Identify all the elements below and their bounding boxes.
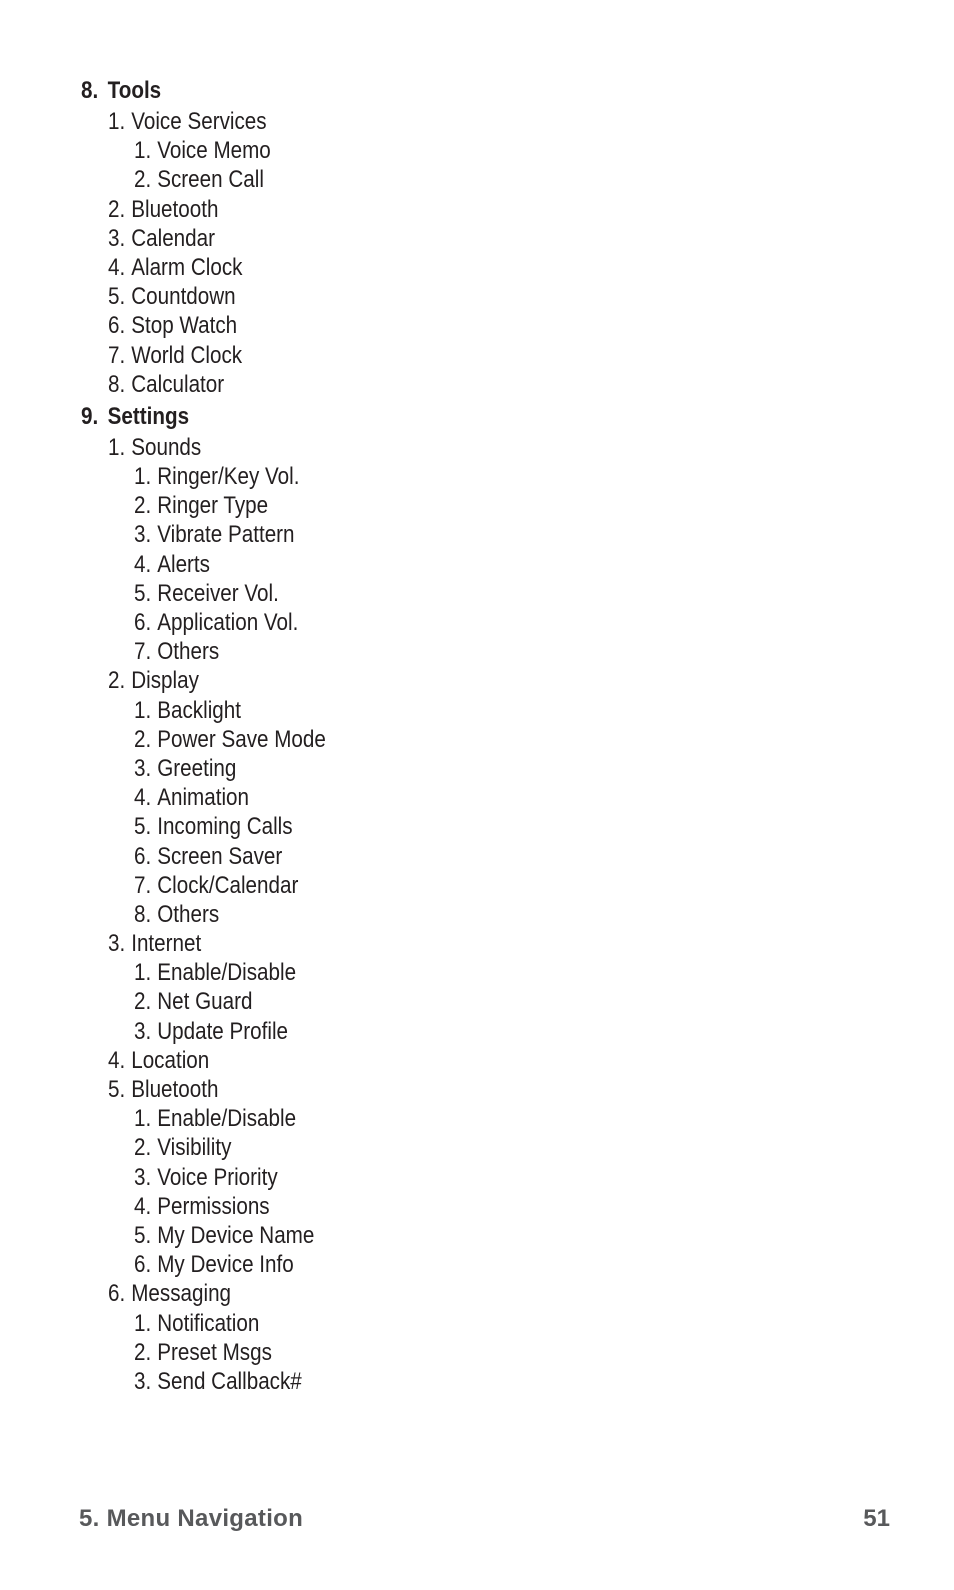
item-number: 2. — [134, 492, 152, 520]
item-label: Settings — [107, 402, 190, 430]
item-number: 2. — [134, 1134, 152, 1162]
submenu-item — [81, 696, 881, 725]
item-number: 5. — [134, 579, 152, 607]
item-number: 1. — [134, 696, 152, 724]
item-number: 2. — [134, 1338, 152, 1366]
item-label: Calculator — [131, 370, 225, 398]
item-number: 4. — [134, 550, 152, 578]
page-number: 51 — [863, 1505, 890, 1532]
item-label: Receiver Vol. — [157, 579, 279, 607]
menu-item — [81, 282, 881, 311]
item-number: 5. — [108, 283, 126, 311]
item-number: 3. — [134, 521, 152, 549]
submenu-item — [81, 491, 881, 520]
item-label: Voice Services — [131, 108, 267, 135]
submenu-item — [81, 958, 881, 987]
item-number: 3. — [134, 1017, 152, 1045]
item-number: 3. — [108, 224, 126, 252]
item-number: 8. — [134, 900, 152, 928]
item-number: 2. — [134, 725, 152, 753]
item-label: Enable/Disable — [157, 1105, 297, 1133]
submenu-item — [81, 462, 881, 491]
item-label: Power Save Mode — [157, 725, 326, 753]
item-number: 4. — [108, 1046, 126, 1074]
item-number: 2. — [108, 195, 126, 223]
item-label: Greeting — [157, 754, 237, 782]
menu-item — [81, 195, 881, 224]
item-number: 6. — [108, 312, 126, 340]
footer-section-title: 5. Menu Navigation — [79, 1505, 304, 1532]
item-label: Sounds — [131, 433, 202, 461]
item-label: Incoming Calls — [157, 813, 293, 841]
menu-item — [81, 253, 881, 282]
item-label: World Clock — [131, 341, 243, 369]
item-number: 3. — [134, 1163, 152, 1191]
submenu-item — [81, 550, 881, 579]
menu-item — [81, 929, 881, 958]
submenu-item — [81, 842, 881, 871]
item-number: 7. — [134, 638, 152, 666]
submenu-item — [81, 637, 881, 666]
submenu-item — [81, 1367, 881, 1396]
item-number: 1. — [134, 1309, 152, 1337]
item-number: 4. — [108, 253, 126, 281]
submenu-item — [81, 1338, 881, 1367]
submenu-item — [81, 871, 881, 900]
item-label: My Device Name — [157, 1221, 315, 1249]
item-number: 3. — [108, 930, 126, 958]
menu-section — [81, 75, 769, 107]
submenu-item — [81, 136, 881, 165]
item-label: Screen Saver — [157, 842, 283, 870]
item-number: 6. — [134, 1251, 152, 1279]
item-label: Permissions — [157, 1192, 270, 1220]
item-label: Clock/Calendar — [157, 871, 299, 899]
item-number: 2. — [134, 988, 152, 1016]
item-number: 6. — [134, 609, 152, 636]
item-number: 8. — [81, 77, 99, 104]
item-label: Enable/Disable — [157, 959, 297, 987]
menu-tree — [81, 75, 881, 1396]
item-label: Notification — [157, 1309, 260, 1337]
item-label: Others — [157, 638, 220, 666]
submenu-item — [81, 579, 881, 608]
submenu-item — [81, 1192, 881, 1221]
item-number: 5. — [108, 1076, 126, 1103]
item-label: Send Callback# — [157, 1367, 302, 1395]
submenu-item — [81, 608, 881, 637]
item-label: Preset Msgs — [157, 1338, 272, 1366]
item-label: Alerts — [157, 550, 210, 578]
menu-section — [81, 401, 769, 433]
menu-item — [81, 1075, 881, 1104]
submenu-item — [81, 812, 881, 841]
item-number: 2. — [108, 667, 126, 695]
item-number: 3. — [134, 754, 152, 782]
item-number: 1. — [134, 959, 152, 987]
item-label: Vibrate Pattern — [157, 521, 295, 549]
submenu-item — [81, 783, 881, 812]
submenu-item — [81, 1250, 881, 1279]
menu-item — [81, 224, 881, 253]
item-label: Bluetooth — [131, 1076, 219, 1103]
submenu-item — [81, 165, 881, 194]
item-label: Alarm Clock — [131, 253, 243, 281]
item-number: 3. — [134, 1367, 152, 1395]
menu-item — [81, 341, 881, 370]
item-number: 8. — [108, 370, 126, 398]
submenu-item — [81, 1221, 881, 1250]
item-number: 1. — [134, 1105, 152, 1133]
submenu-item — [81, 725, 881, 754]
item-label: Voice Memo — [157, 137, 271, 165]
menu-item — [81, 433, 881, 462]
item-number: 4. — [134, 784, 152, 812]
item-number: 6. — [134, 842, 152, 870]
menu-item — [81, 107, 881, 136]
submenu-item — [81, 1017, 881, 1046]
item-number: 7. — [134, 871, 152, 899]
submenu-item — [81, 1133, 881, 1162]
item-label: Voice Priority — [157, 1163, 278, 1191]
item-label: Messaging — [131, 1280, 232, 1308]
item-number: 6. — [108, 1280, 126, 1308]
item-number: 1. — [134, 137, 152, 165]
submenu-item — [81, 1163, 881, 1192]
submenu-item — [81, 754, 881, 783]
item-label: Ringer Type — [157, 492, 269, 520]
page-footer — [79, 1502, 890, 1536]
item-number: 1. — [108, 433, 126, 461]
item-number: 9. — [81, 402, 99, 430]
item-number: 1. — [134, 463, 152, 491]
item-number: 7. — [108, 341, 126, 369]
item-label: Countdown — [131, 283, 236, 311]
submenu-item — [81, 1104, 881, 1133]
item-label: My Device Info — [157, 1251, 294, 1279]
item-label: Tools — [107, 77, 162, 104]
menu-item — [81, 1046, 881, 1075]
menu-item — [81, 666, 881, 695]
item-label: Bluetooth — [131, 195, 219, 223]
item-label: Display — [131, 667, 199, 695]
menu-item — [81, 311, 881, 340]
item-label: Others — [157, 900, 220, 928]
item-label: Visibility — [157, 1134, 232, 1162]
item-label: Backlight — [157, 696, 241, 724]
item-number: 1. — [108, 108, 126, 135]
item-label: Update Profile — [157, 1017, 289, 1045]
submenu-item — [81, 987, 881, 1016]
submenu-item — [81, 900, 881, 929]
submenu-item — [81, 1309, 881, 1338]
item-label: Net Guard — [157, 988, 253, 1016]
item-label: Stop Watch — [131, 312, 238, 340]
item-label: Calendar — [131, 224, 215, 252]
item-label: Application Vol. — [157, 609, 299, 636]
item-label: Screen Call — [157, 166, 264, 194]
item-label: Animation — [157, 784, 250, 812]
item-number: 5. — [134, 1221, 152, 1249]
menu-item — [81, 370, 881, 399]
item-number: 2. — [134, 166, 152, 194]
item-label: Ringer/Key Vol. — [157, 463, 300, 491]
item-label: Internet — [131, 930, 202, 958]
submenu-item — [81, 520, 881, 549]
item-number: 5. — [134, 813, 152, 841]
menu-item — [81, 1279, 881, 1308]
item-number: 4. — [134, 1192, 152, 1220]
item-label: Location — [131, 1046, 210, 1074]
